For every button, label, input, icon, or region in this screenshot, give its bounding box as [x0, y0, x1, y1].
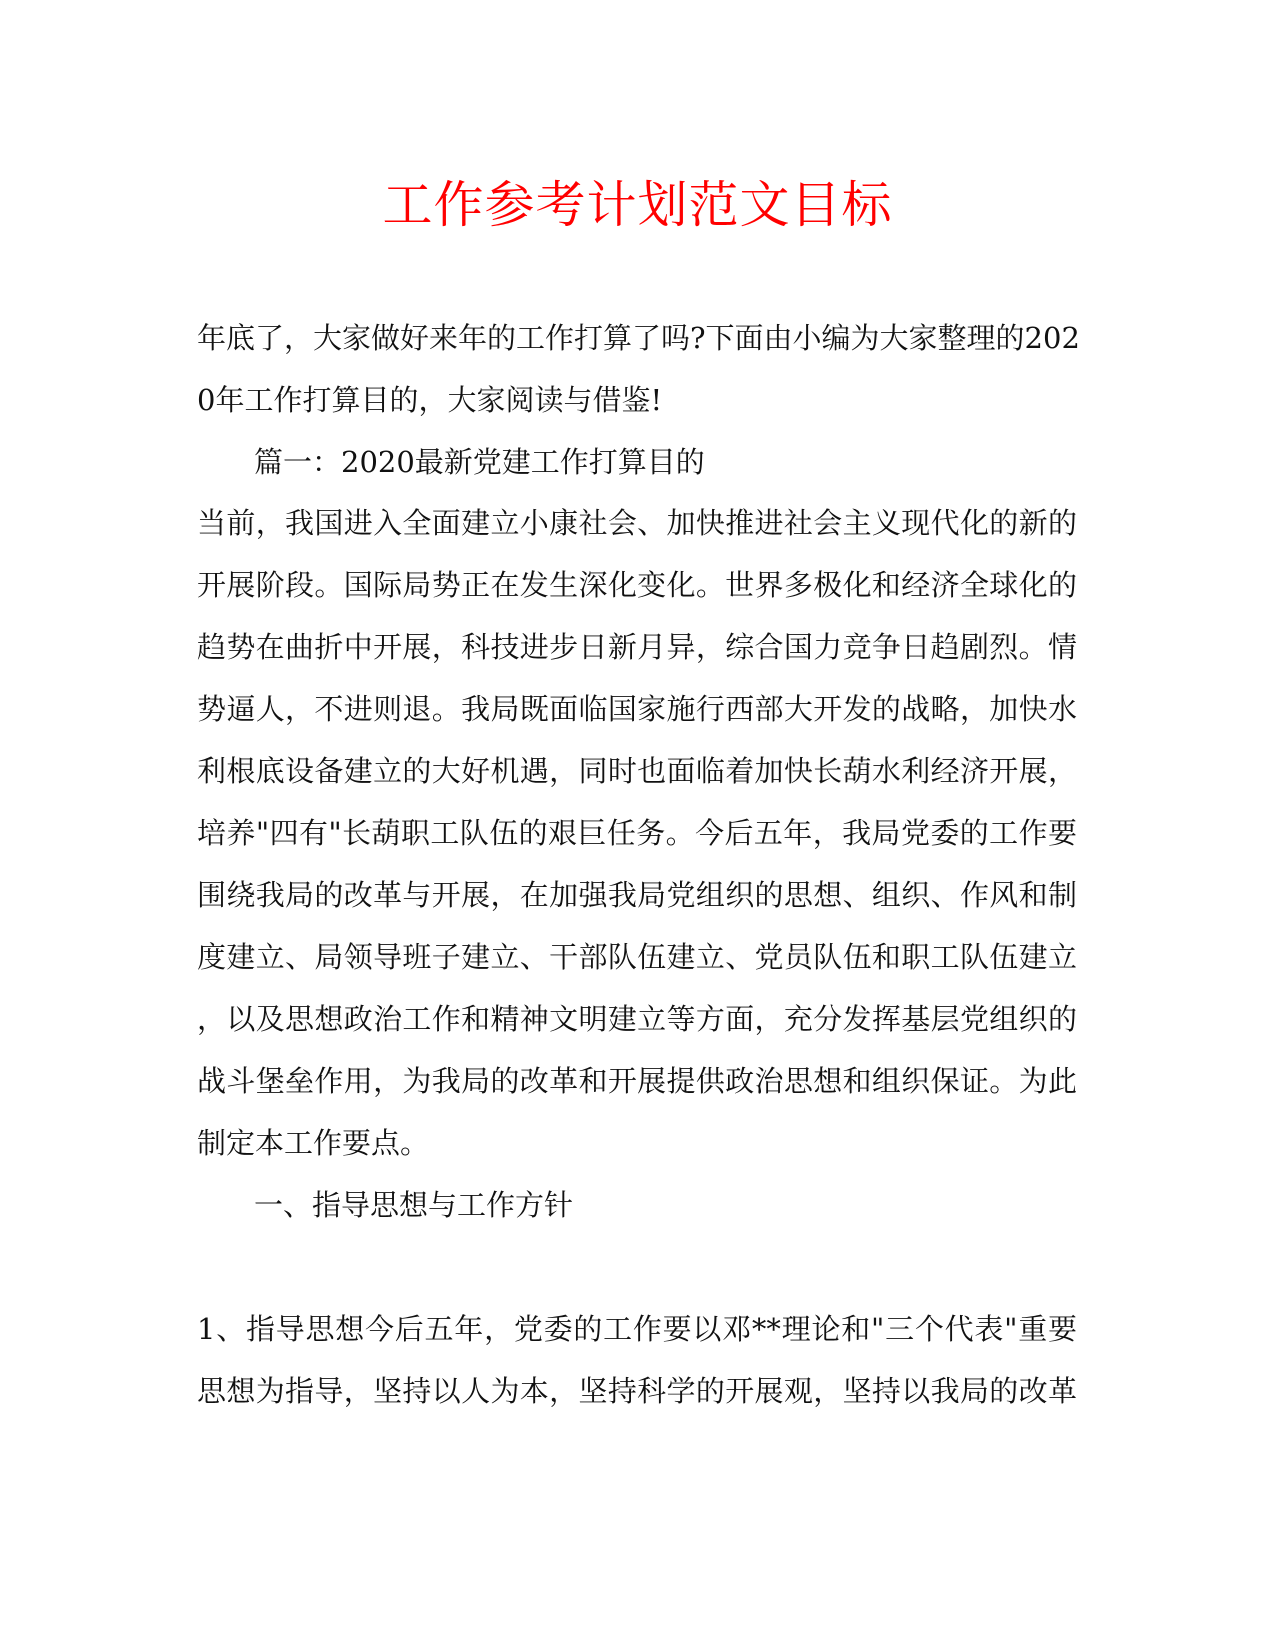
paragraph-line-14: 1、指导思想今后五年，党委的工作要以邓**理论和"三个代表"重要: [197, 1312, 1077, 1346]
paragraph-line-4: 开展阶段。国际局势正在发生深化变化。世界多极化和经济全球化的: [197, 568, 1077, 602]
paragraph-line-15: 思想为指导，坚持以人为本，坚持科学的开展观，坚持以我局的改革: [197, 1374, 1077, 1408]
paragraph-line-11: ，以及思想政治工作和精神文明建立等方面，充分发挥基层党组织的: [197, 1002, 1077, 1036]
paragraph-line-10: 度建立、局领导班子建立、干部队伍建立、党员队伍和职工队伍建立: [197, 940, 1077, 974]
paragraph-line-8: 培养"四有"长葫职工队伍的艰巨任务。今后五年，我局党委的工作要: [197, 816, 1077, 850]
document-title: 工作参考计划范文目标: [382, 176, 893, 234]
paragraph-line-13: 制定本工作要点。: [197, 1126, 430, 1160]
section-heading-1: 篇一：2020最新党建工作打算目的: [254, 445, 705, 479]
paragraph-line-12: 战斗堡垒作用，为我局的改革和开展提供政治思想和组织保证。为此: [197, 1064, 1077, 1098]
paragraph-line-9: 围绕我局的改革与开展，在加强我局党组织的思想、组织、作风和制: [197, 878, 1077, 912]
paragraph-line-5: 趋势在曲折中开展，科技进步日新月异，综合国力竞争日趋剧烈。情: [197, 630, 1077, 664]
paragraph-line-6: 势逼人，不进则退。我局既面临国家施行西部大开发的战略，加快水: [197, 692, 1077, 726]
section-heading-2: 一、指导思想与工作方针: [254, 1188, 574, 1222]
paragraph-line-3: 当前，我国进入全面建立小康社会、加快推进社会主义现代化的新的: [197, 506, 1077, 540]
paragraph-line-7: 利根底设备建立的大好机遇，同时也面临着加快长葫水利经济开展，: [197, 754, 1077, 788]
paragraph-line-2: 0年工作打算目的，大家阅读与借鉴!: [197, 383, 663, 417]
paragraph-line-1: 年底了，大家做好来年的工作打算了吗?下面由小编为大家整理的202: [197, 321, 1080, 355]
